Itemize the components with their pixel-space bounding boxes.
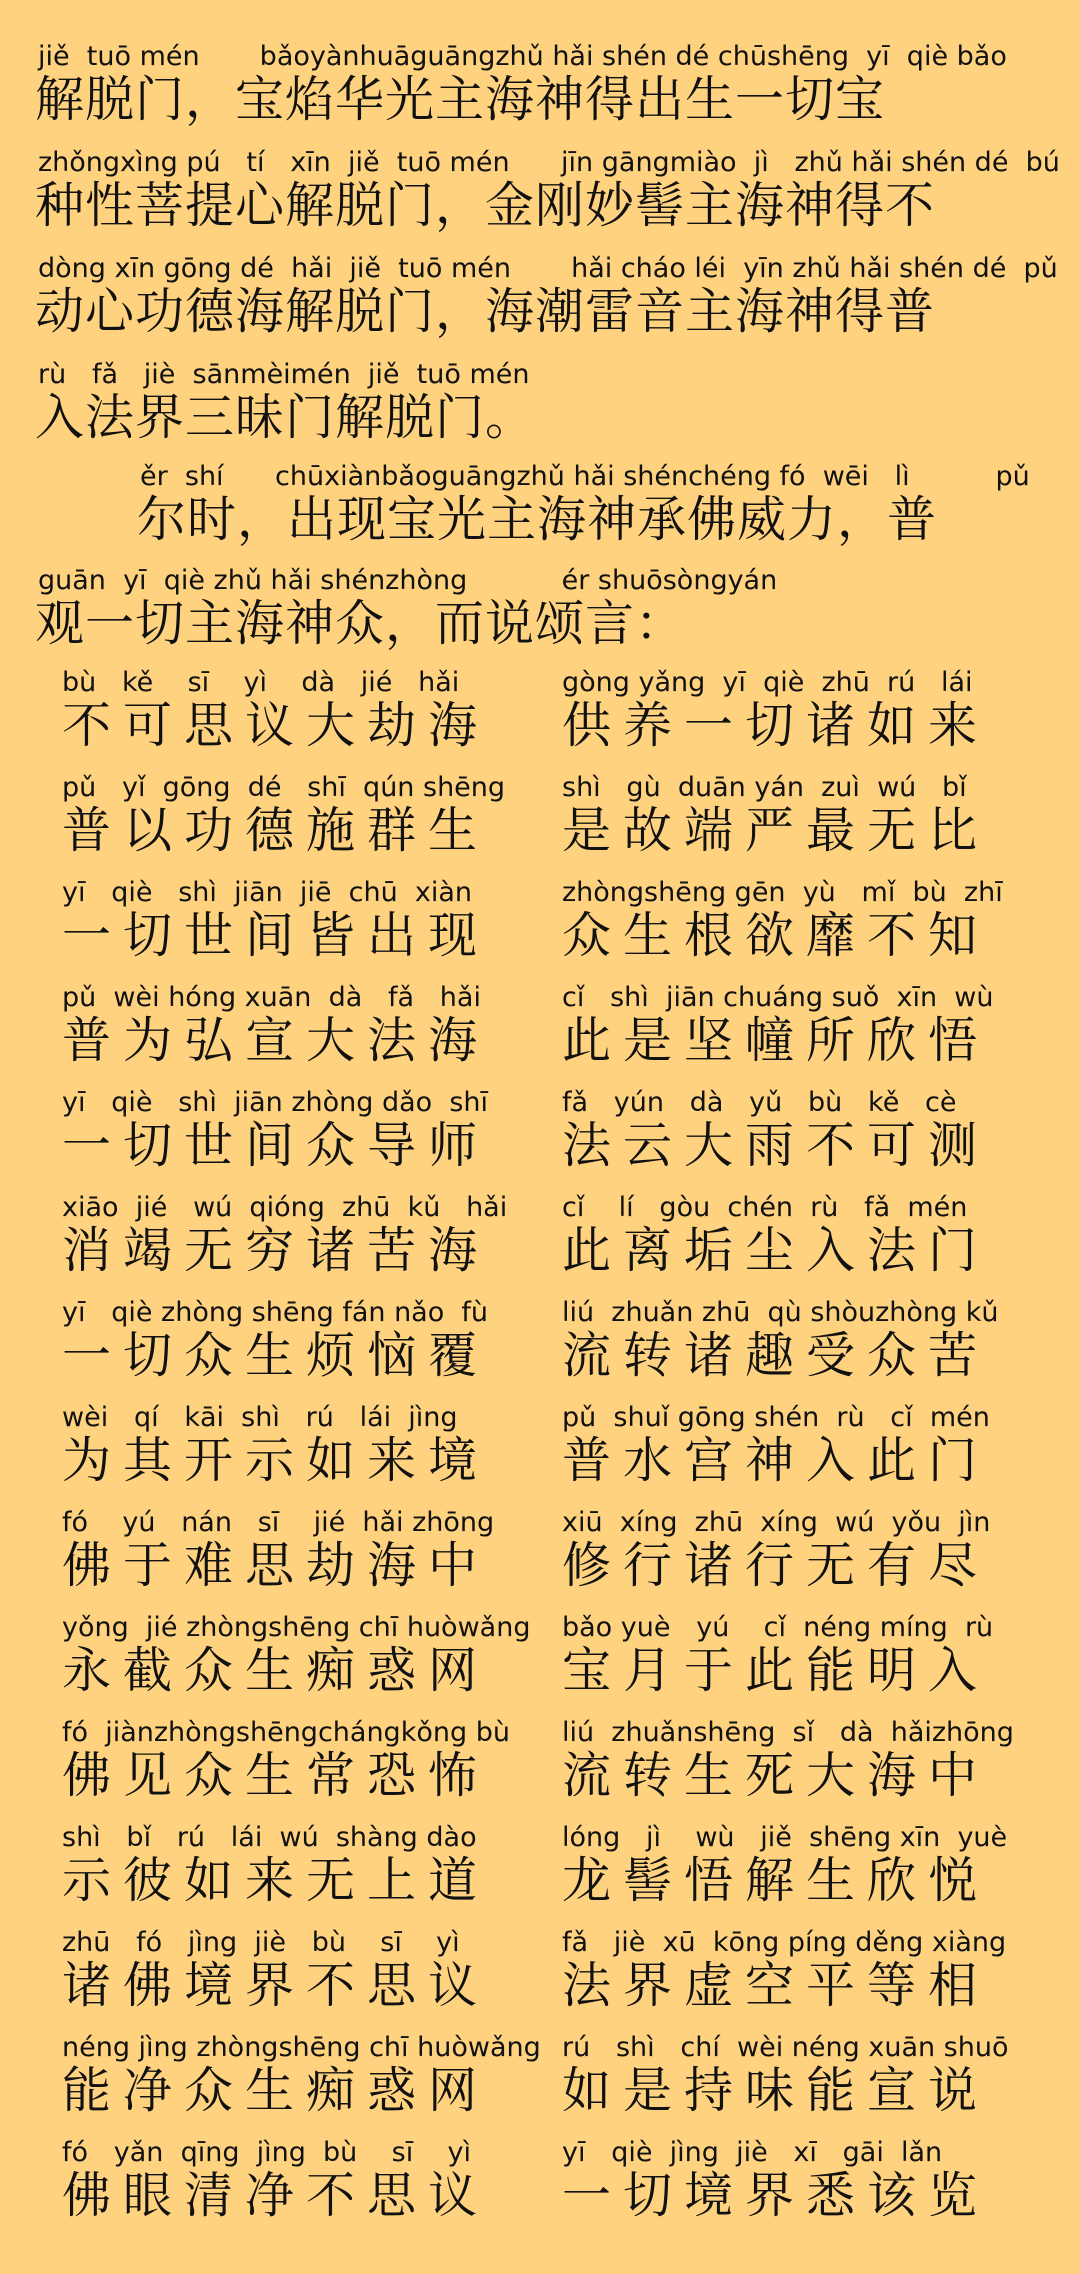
verse-right-hanzi: 一切境界悉该览: [562, 2167, 990, 2224]
verse-right-pinyin: rú shì chí wèi néng xuān shuō: [562, 2032, 1009, 2063]
verse-left-hanzi: 永截众生痴惑网: [62, 1642, 490, 1699]
verse-right-pinyin: shì gù duān yán zuì wú bǐ: [562, 772, 967, 803]
verse-right-hanzi: 此是坚幢所欣悟: [562, 1012, 990, 1069]
verse-right-pinyin: lóng jì wù jiě shēng xīn yuè: [562, 1822, 1008, 1853]
verse-left-pinyin: fó yú nán sī jié hǎi zhōng: [62, 1507, 495, 1538]
verse-right-hanzi: 如是持味能宣说: [562, 2062, 990, 2119]
verse-left-hanzi: 普为弘宣大法海: [62, 1012, 490, 1069]
verse-right-hanzi: 普水宫神入此门: [562, 1432, 990, 1489]
hanzi-line: 动心功德海解脱门，海潮雷音主海神得普: [35, 283, 936, 340]
verse-right-hanzi: 此离垢尘入法门: [562, 1222, 990, 1279]
verse-right-pinyin: fǎ jiè xū kōng píng děng xiàng: [562, 1927, 1007, 1958]
hanzi-line: 解脱门，宝焰华光主海神得出生一切宝: [35, 71, 886, 128]
verse-right-pinyin: gòng yǎng yī qiè zhū rú lái: [562, 667, 973, 698]
verse-left-hanzi: 一切世间众导师: [62, 1117, 490, 1174]
hanzi-line: 入法界三昧门解脱门。: [35, 389, 536, 446]
verse-right-hanzi: 流转生死大海中: [562, 1747, 990, 1804]
verse-left-hanzi: 一切世间皆出现: [62, 907, 490, 964]
hanzi-line: 观一切主海神众，而说颂言：: [35, 595, 686, 652]
verse-left-pinyin: yī qiè shì jiān jiē chū xiàn: [62, 877, 473, 908]
verse-left-pinyin: yī qiè shì jiān zhòng dǎo shī: [62, 1087, 489, 1118]
verse-left-hanzi: 普以功德施群生: [62, 802, 490, 859]
verse-right-pinyin: zhòngshēng gēn yù mǐ bù zhī: [562, 877, 1003, 908]
hanzi-line: 尔时，出现宝光主海神承佛威力，普: [137, 491, 938, 548]
verse-right-hanzi: 龙髻悟解生欣悦: [562, 1852, 990, 1909]
verse-left-pinyin: néng jìng zhòngshēng chī huòwǎng: [62, 2032, 541, 2063]
verse-left-hanzi: 佛眼清净不思议: [62, 2167, 490, 2224]
pinyin-line: jiě tuō mén bǎoyànhuāguāngzhǔ hǎi shén dé chūshēng yī qiè bǎo: [38, 41, 1007, 72]
verse-right-pinyin: pǔ shuǐ gōng shén rù cǐ mén: [562, 1402, 990, 1433]
verse-left-pinyin: fó yǎn qīng jìng bù sī yì: [62, 2137, 472, 2168]
verse-left-hanzi: 佛于难思劫海中: [62, 1537, 490, 1594]
verse-right-pinyin: fǎ yún dà yǔ bù kě cè: [562, 1087, 957, 1118]
verse-right-pinyin: yī qiè jìng jiè xī gāi lǎn: [562, 2137, 943, 2168]
verse-right-pinyin: liú zhuǎn zhū qù shòuzhòng kǔ: [562, 1297, 999, 1328]
verse-left-pinyin: bù kě sī yì dà jié hǎi: [62, 667, 460, 698]
pinyin-line: rù fǎ jiè sānmèimén jiě tuō mén: [38, 359, 530, 390]
verse-right-hanzi: 供养一切诸如来: [562, 697, 990, 754]
verse-left-hanzi: 为其开示如来境: [62, 1432, 490, 1489]
verse-right-hanzi: 法界虚空平等相: [562, 1957, 990, 2014]
verse-right-pinyin: cǐ lí gòu chén rù fǎ mén: [562, 1192, 968, 1223]
pinyin-line: ěr shí chūxiànbǎoguāngzhǔ hǎi shénchéng fó wēi lì pǔ: [140, 461, 1030, 492]
verse-left-pinyin: pǔ yǐ gōng dé shī qún shēng: [62, 772, 506, 803]
verse-right-hanzi: 流转诸趣受众苦: [562, 1327, 990, 1384]
verse-right-pinyin: cǐ shì jiān chuáng suǒ xīn wù: [562, 982, 994, 1013]
verse-left-pinyin: pǔ wèi hóng xuān dà fǎ hǎi: [62, 982, 481, 1013]
verse-left-hanzi: 能净众生痴惑网: [62, 2062, 490, 2119]
verse-right-hanzi: 众生根欲靡不知: [562, 907, 990, 964]
verse-left-pinyin: yī qiè zhòng shēng fán nǎo fù: [62, 1297, 489, 1328]
verse-left-pinyin: xiāo jié wú qióng zhū kǔ hǎi: [62, 1192, 508, 1223]
pinyin-line: guān yī qiè zhǔ hǎi shénzhòng ér shuōsòngyán: [38, 565, 778, 596]
verse-right-pinyin: xiū xíng zhū xíng wú yǒu jìn: [562, 1507, 991, 1538]
verse-left-hanzi: 消竭无穷诸苦海: [62, 1222, 490, 1279]
verse-left-hanzi: 示彼如来无上道: [62, 1852, 490, 1909]
pinyin-line: dòng xīn gōng dé hǎi jiě tuō mén hǎi cháo léi yīn zhǔ hǎi shén dé pǔ: [38, 253, 1058, 284]
verse-left-hanzi: 不可思议大劫海: [62, 697, 490, 754]
pinyin-line: zhǒngxìng pú tí xīn jiě tuō mén jīn gāngmiào jì zhǔ hǎi shén dé bú: [38, 147, 1060, 178]
verse-right-hanzi: 法云大雨不可测: [562, 1117, 990, 1174]
verse-left-hanzi: 一切众生烦恼覆: [62, 1327, 490, 1384]
verse-right-pinyin: liú zhuǎnshēng sǐ dà hǎizhōng: [562, 1717, 1014, 1748]
verse-left-pinyin: zhū fó jìng jiè bù sī yì: [62, 1927, 460, 1958]
verse-left-hanzi: 佛见众生常恐怖: [62, 1747, 490, 1804]
verse-right-hanzi: 修行诸行无有尽: [562, 1537, 990, 1594]
verse-left-pinyin: wèi qí kāi shì rú lái jìng: [62, 1402, 458, 1433]
verse-left-pinyin: shì bǐ rú lái wú shàng dào: [62, 1822, 477, 1853]
verse-right-pinyin: bǎo yuè yú cǐ néng míng rù: [562, 1612, 994, 1643]
verse-right-hanzi: 是故端严最无比: [562, 802, 990, 859]
verse-left-hanzi: 诸佛境界不思议: [62, 1957, 490, 2014]
verse-right-hanzi: 宝月于此能明入: [562, 1642, 990, 1699]
verse-left-pinyin: fó jiànzhòngshēngchángkǒng bù: [62, 1717, 510, 1748]
hanzi-line: 种性菩提心解脱门，金刚妙髻主海神得不: [35, 177, 936, 234]
verse-left-pinyin: yǒng jié zhòngshēng chī huòwǎng: [62, 1612, 531, 1643]
